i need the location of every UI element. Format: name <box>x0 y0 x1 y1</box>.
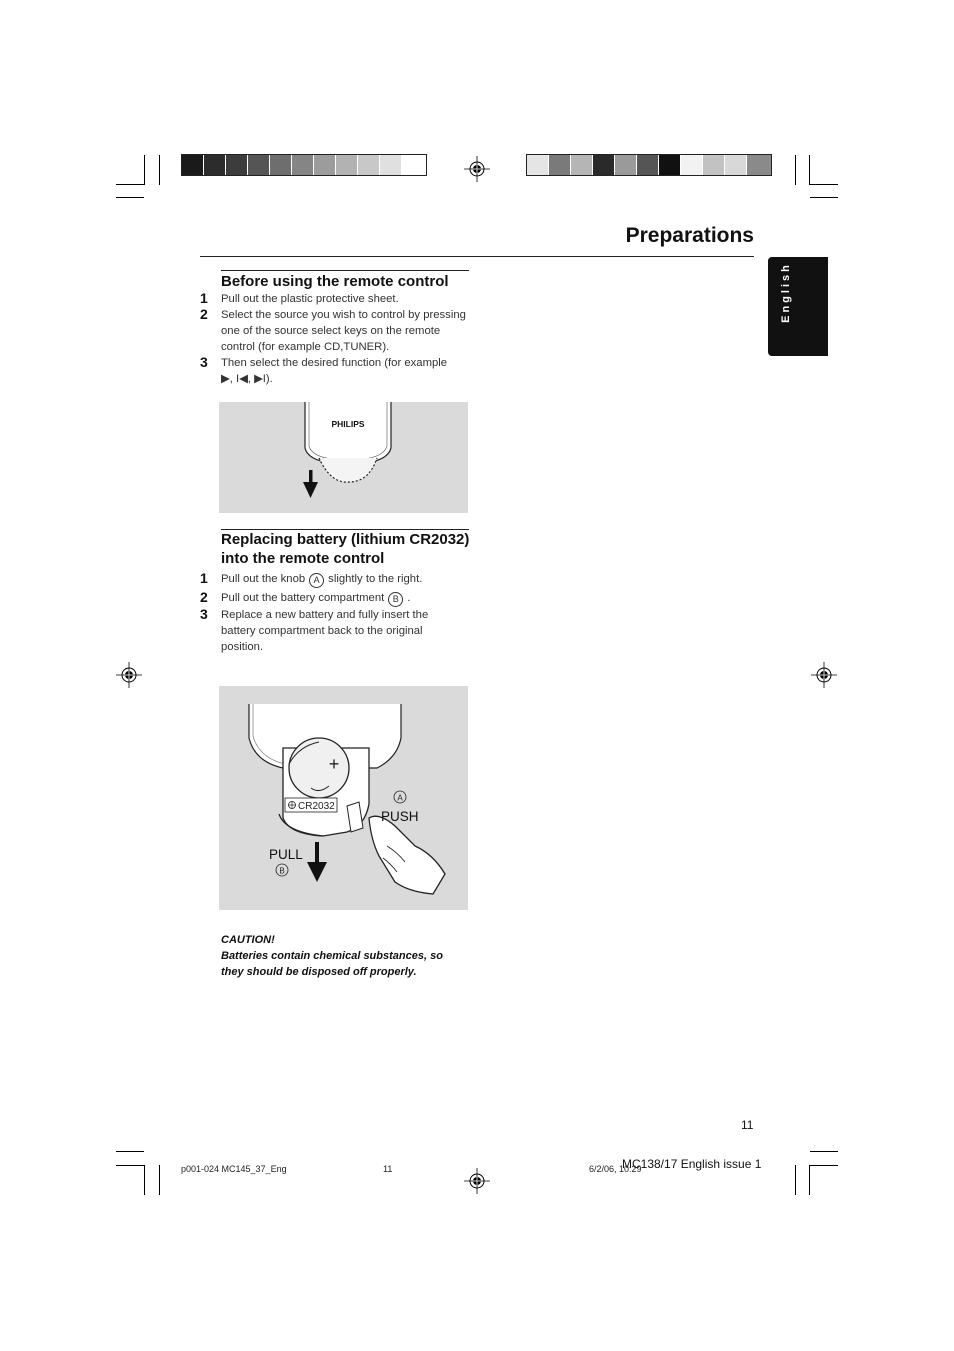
step-text-part: . <box>407 592 411 604</box>
step-text-part: Pull out the knob <box>221 573 306 585</box>
calibration-bar-left <box>181 154 427 176</box>
step-number: 2 <box>200 306 208 322</box>
crop-mark <box>116 184 144 185</box>
step-text: Then select the desired function (for example ▶, I◀, ▶I). <box>221 357 448 385</box>
step-text-part: slightly to the right. <box>328 573 423 585</box>
step-text: Replace a new battery and fully insert the battery compartment back to the original position. <box>221 609 429 653</box>
battery-label: CR2032 <box>298 801 335 812</box>
registration-mark-icon <box>464 156 490 182</box>
page-title: Preparations <box>625 224 754 247</box>
marker-b: B <box>388 592 403 607</box>
step-text <box>221 590 466 607</box>
crop-mark <box>795 1165 796 1195</box>
crop-mark <box>795 155 796 185</box>
step-number: 1 <box>200 570 208 586</box>
crop-mark <box>144 1165 145 1195</box>
battery-replacement-figure <box>219 686 468 910</box>
section-heading-before-use: Before using the remote control <box>221 273 449 290</box>
language-tab <box>768 257 828 356</box>
step-number: 3 <box>200 354 208 370</box>
step-number: 3 <box>200 606 208 622</box>
step-number: 2 <box>200 589 208 605</box>
registration-mark-icon <box>464 1168 490 1194</box>
remote-control-illustration <box>219 402 468 513</box>
battery-illustration <box>219 686 468 910</box>
crop-mark <box>810 1165 838 1166</box>
remote-pull-sheet-figure <box>219 402 468 513</box>
plus-symbol: + <box>328 754 340 774</box>
section-divider <box>221 270 469 271</box>
crop-mark <box>116 197 144 198</box>
pull-label: PULL <box>269 847 303 862</box>
section-heading-replacing-battery: Replacing battery (lithium CR2032) into the remote control <box>221 531 470 567</box>
marker-b-label: B <box>279 866 285 876</box>
marker-a: A <box>309 573 324 588</box>
crop-mark <box>809 1165 810 1195</box>
print-date: 6/2/06, 10:29 <box>589 1164 642 1174</box>
crop-mark <box>144 155 145 185</box>
step-text: Pull out the plastic protective sheet. <box>221 293 399 305</box>
crop-mark <box>116 1151 144 1152</box>
marker-a-label: A <box>397 793 403 803</box>
caution-text: Batteries contain chemical substances, so they should be disposed off properly. <box>221 950 443 978</box>
caution-label: CAUTION! <box>221 934 275 946</box>
title-divider <box>200 256 754 257</box>
print-file-name: p001-024 MC145_37_Eng <box>181 1164 287 1174</box>
push-label: PUSH <box>381 809 419 824</box>
brand-logo: PHILIPS <box>331 419 365 429</box>
crop-mark <box>810 184 838 185</box>
crop-mark <box>810 197 838 198</box>
language-tab-label: English <box>780 262 792 323</box>
step-text <box>221 571 466 588</box>
crop-mark <box>159 155 160 185</box>
step-text-part: Pull out the battery compartment <box>221 592 385 604</box>
registration-mark-icon <box>116 662 142 688</box>
print-page-number: 11 <box>383 1164 393 1174</box>
crop-mark <box>159 1165 160 1195</box>
crop-mark <box>116 1165 144 1166</box>
step-number: 1 <box>200 290 208 306</box>
calibration-bar-right <box>526 154 772 176</box>
crop-mark <box>810 1151 838 1152</box>
page-number: 11 <box>741 1118 754 1132</box>
step-text: Select the source you wish to control by pressing one of the source select keys on the remote control (for example CD,TUNER). <box>221 309 466 353</box>
model-issue: MC138/17 English issue 1 <box>622 1157 762 1171</box>
crop-mark <box>809 155 810 185</box>
registration-mark-icon <box>811 662 837 688</box>
